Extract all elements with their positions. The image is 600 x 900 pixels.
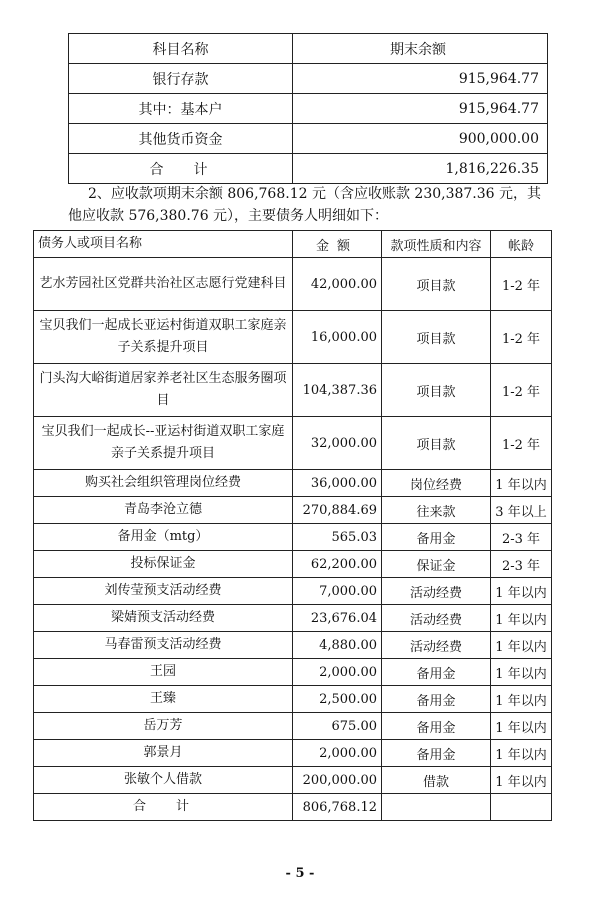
amount-cell: 2,000.00 [293, 740, 382, 767]
debtor-name-cell: 门头沟大峪街道居家养老社区生态服务圈项目 [34, 364, 293, 417]
header-debtor-name: 债务人或项目名称 [34, 231, 293, 258]
table-row [34, 767, 552, 794]
nature-cell: 往来款 [382, 497, 491, 524]
table-row [34, 578, 552, 605]
debtor-name-cell: 购买社会组织管理岗位经费 [34, 470, 293, 497]
aging-cell: 1 年以内 [491, 632, 552, 659]
amount-cell: 62,200.00 [293, 551, 382, 578]
paragraph-text: 2、应收款项期末余额 806,768.12 元（含应收账款 230,387.36 元，其他应收款 576,380.76 元），主要债务人明细如下： [68, 186, 542, 224]
receivables-paragraph [68, 183, 550, 227]
debtor-name-cell: 艺水芳园社区党群共治社区志愿行党建科目 [34, 258, 293, 311]
nature-cell: 活动经费 [382, 632, 491, 659]
page-number: - 5 - [285, 866, 315, 881]
table-header-row [34, 231, 552, 258]
nature-cell: 备用金 [382, 713, 491, 740]
debtor-name-cell: 宝贝我们一起成长--亚运村街道双职工家庭亲子关系提升项目 [34, 417, 293, 470]
nature-cell: 项目款 [382, 311, 491, 364]
nature-cell: 保证金 [382, 551, 491, 578]
nature-cell: 备用金 [382, 659, 491, 686]
amount-cell: 32,000.00 [293, 417, 382, 470]
balance-cell: 900,000.00 [293, 124, 548, 154]
aging-cell: 1 年以内 [491, 686, 552, 713]
table-row [34, 364, 552, 417]
total-label: 合计 [34, 794, 293, 821]
nature-cell: 备用金 [382, 524, 491, 551]
header-aging: 帐龄 [491, 231, 552, 258]
amount-cell: 2,500.00 [293, 686, 382, 713]
debtor-name-cell: 备用金（mtg） [34, 524, 293, 551]
nature-cell: 项目款 [382, 364, 491, 417]
table-row [34, 311, 552, 364]
debtor-name-cell: 郭景月 [34, 740, 293, 767]
table-row [34, 632, 552, 659]
amount-cell: 16,000.00 [293, 311, 382, 364]
balance-table [68, 33, 548, 184]
nature-cell: 备用金 [382, 686, 491, 713]
debtor-name-cell: 岳万芳 [34, 713, 293, 740]
amount-cell: 7,000.00 [293, 578, 382, 605]
aging-cell: 1 年以内 [491, 605, 552, 632]
aging-cell: 1 年以内 [491, 470, 552, 497]
debtor-name-cell: 王园 [34, 659, 293, 686]
debtor-name-cell: 宝贝我们一起成长亚运村街道双职工家庭亲子关系提升项目 [34, 311, 293, 364]
aging-cell: 1 年以内 [491, 578, 552, 605]
empty-cell [382, 794, 491, 821]
amount-cell: 270,884.69 [293, 497, 382, 524]
account-name-cell: 银行存款 [69, 64, 293, 94]
receivables-table [33, 230, 552, 821]
header-amount: 金额 [293, 231, 382, 258]
amount-cell: 104,387.36 [293, 364, 382, 417]
aging-cell: 3 年以上 [491, 497, 552, 524]
header-nature: 款项性质和内容 [382, 231, 491, 258]
nature-cell: 项目款 [382, 258, 491, 311]
table-row [69, 94, 548, 124]
table-row [34, 740, 552, 767]
debtor-name-cell: 王臻 [34, 686, 293, 713]
amount-cell: 36,000.00 [293, 470, 382, 497]
aging-cell: 1-2 年 [491, 258, 552, 311]
table-row [34, 417, 552, 470]
debtor-name-cell: 马春雷预支活动经费 [34, 632, 293, 659]
nature-cell: 活动经费 [382, 605, 491, 632]
amount-cell: 23,676.04 [293, 605, 382, 632]
table-header-row [69, 34, 548, 64]
amount-cell: 200,000.00 [293, 767, 382, 794]
table-row [34, 524, 552, 551]
total-label: 合计 [69, 154, 293, 184]
aging-cell: 2-3 年 [491, 524, 552, 551]
table-row [34, 686, 552, 713]
header-account-name: 科目名称 [69, 34, 293, 64]
aging-cell: 1 年以内 [491, 713, 552, 740]
aging-cell: 1 年以内 [491, 767, 552, 794]
amount-cell: 565.03 [293, 524, 382, 551]
empty-cell [491, 794, 552, 821]
table-row [69, 124, 548, 154]
nature-cell: 备用金 [382, 740, 491, 767]
aging-cell: 1-2 年 [491, 417, 552, 470]
total-row [69, 154, 548, 184]
aging-cell: 1 年以内 [491, 659, 552, 686]
aging-cell: 1-2 年 [491, 364, 552, 417]
nature-cell: 活动经费 [382, 578, 491, 605]
aging-cell: 2-3 年 [491, 551, 552, 578]
aging-cell: 1-2 年 [491, 311, 552, 364]
account-name-cell: 其他货币资金 [69, 124, 293, 154]
header-ending-balance: 期末余额 [293, 34, 548, 64]
total-value: 806,768.12 [293, 794, 382, 821]
debtor-name-cell: 投标保证金 [34, 551, 293, 578]
amount-cell: 2,000.00 [293, 659, 382, 686]
debtor-name-cell: 梁婧预支活动经费 [34, 605, 293, 632]
table-row [34, 470, 552, 497]
nature-cell: 岗位经费 [382, 470, 491, 497]
table-row [69, 64, 548, 94]
amount-cell: 42,000.00 [293, 258, 382, 311]
balance-cell: 915,964.77 [293, 64, 548, 94]
nature-cell: 借款 [382, 767, 491, 794]
account-name-cell: 其中：基本户 [69, 94, 293, 124]
amount-cell: 675.00 [293, 713, 382, 740]
debtor-name-cell: 张敏个人借款 [34, 767, 293, 794]
debtor-name-cell: 刘传莹预支活动经费 [34, 578, 293, 605]
nature-cell: 项目款 [382, 417, 491, 470]
total-row [34, 794, 552, 821]
table-row [34, 605, 552, 632]
total-value: 1,816,226.35 [293, 154, 548, 184]
table-row [34, 713, 552, 740]
table-row [34, 551, 552, 578]
table-row [34, 659, 552, 686]
table-row [34, 258, 552, 311]
table-row [34, 497, 552, 524]
debtor-name-cell: 青岛李沧立德 [34, 497, 293, 524]
balance-cell: 915,964.77 [293, 94, 548, 124]
aging-cell: 1 年以内 [491, 740, 552, 767]
amount-cell: 4,880.00 [293, 632, 382, 659]
